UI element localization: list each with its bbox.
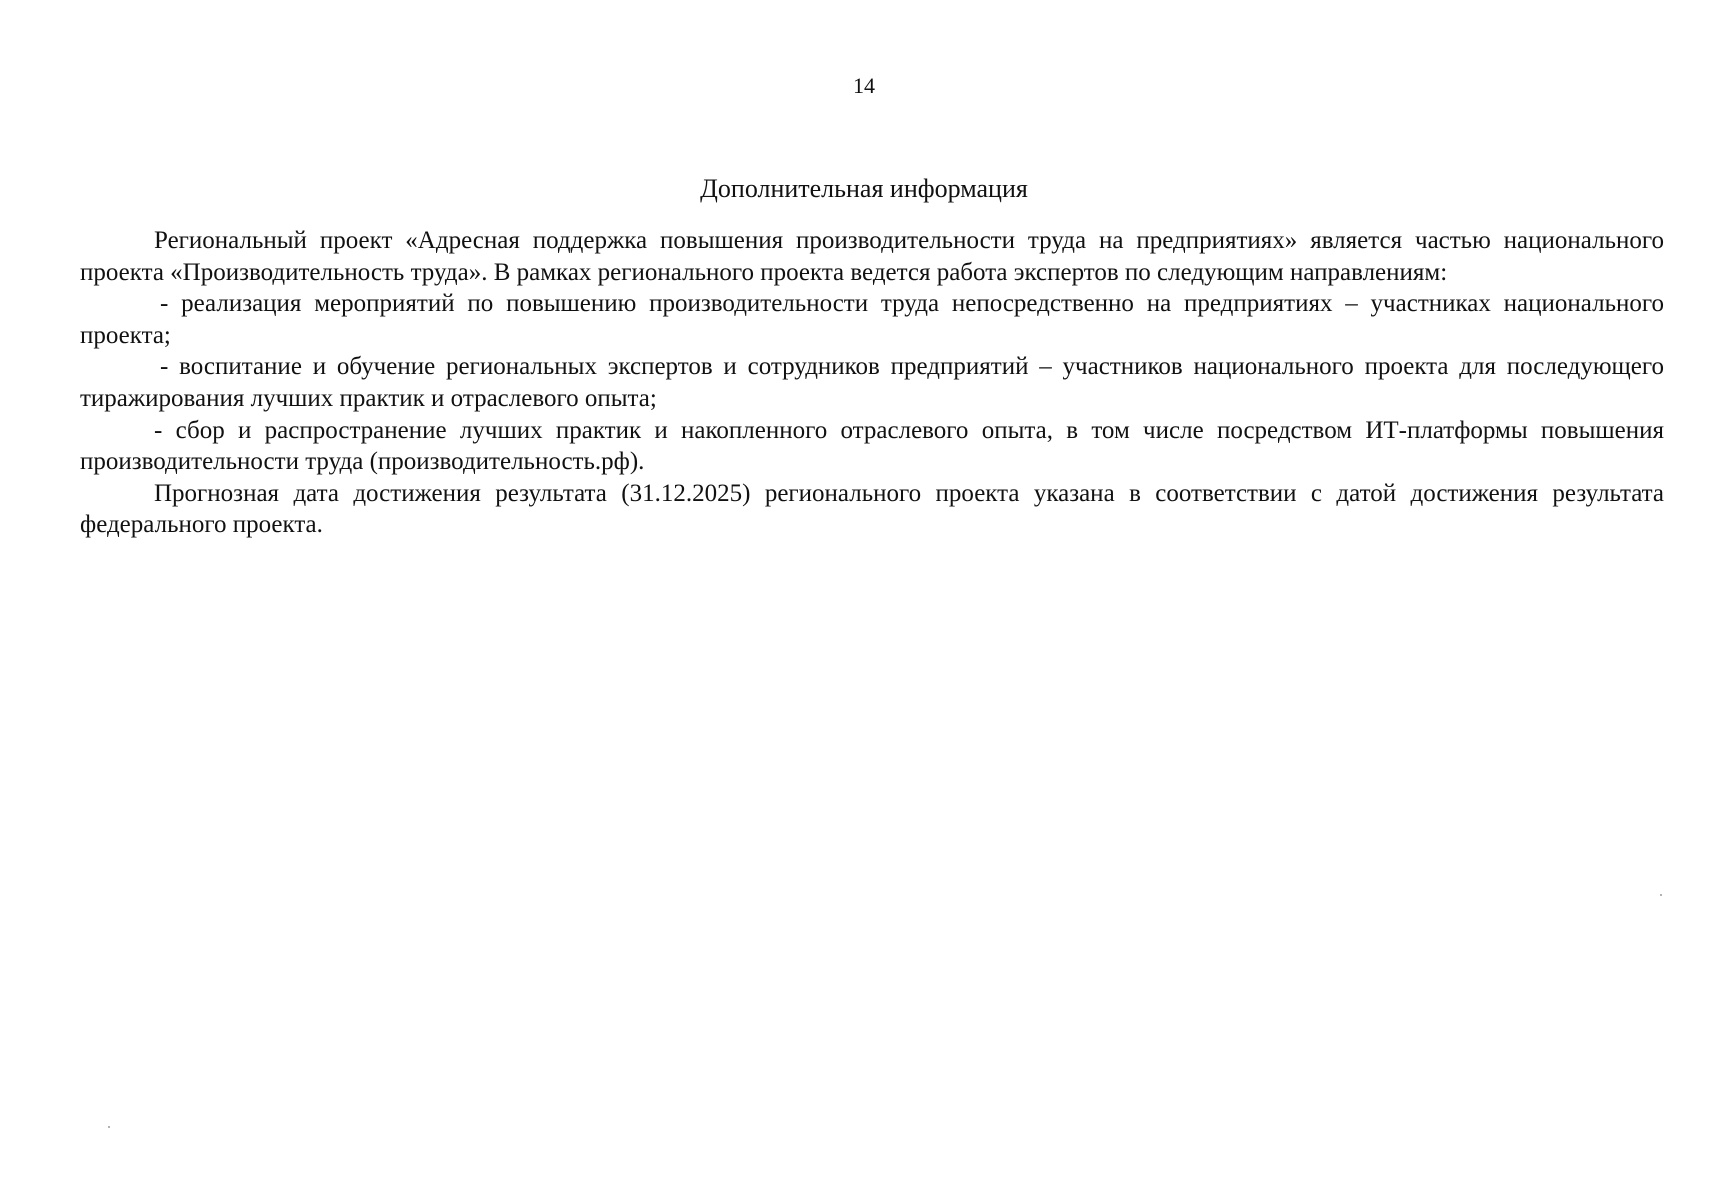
body-text: [80, 225, 1664, 541]
scan-speck: [1660, 894, 1662, 896]
list-item-dissemination: - сбор и распространение лучших практик и накопленного отраслевого опыта, в том числе посредством ИТ-платформы повышения производительности труда (производительность.рф).: [80, 416, 1664, 476]
list-item-training: - воспитание и обучение региональных экспертов и сотрудников предприятий – участников национального проекта для последующего тиражирования лучших практик и отраслевого опыта;: [80, 353, 1664, 412]
scan-speck: [108, 1126, 110, 1128]
page-number: 14: [853, 73, 875, 98]
list-item-implementation: - реализация мероприятий по повышению производительности труда непосредственно на предприятиях – участниках национального проекта;: [80, 290, 1664, 349]
paragraph-forecast-date: Прогнозная дата достижения результата (31.12.2025) регионального проекта указана в соответствии с датой достижения результата федерального проекта.: [80, 479, 1664, 539]
paragraph-intro: Региональный проект «Адресная поддержка повышения производительности труда на предприятиях» является частью национального проекта «Производительность труда». В рамках регионального проекта ведется работа экспертов по следующим направлениям:: [80, 227, 1664, 286]
section-heading: Дополнительная информация: [700, 174, 1028, 203]
